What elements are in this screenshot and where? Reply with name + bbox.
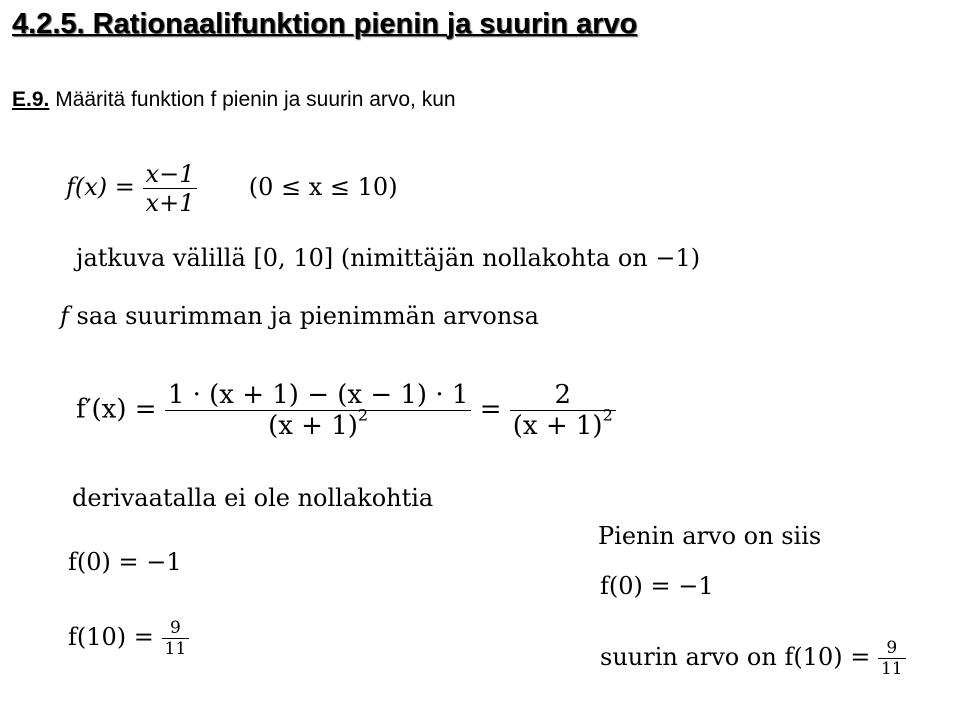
exercise-label: E.9. [12, 88, 50, 111]
derivative-lhs: f′(x) [76, 394, 127, 425]
derivative-equation [76, 380, 616, 441]
extreme-statement [60, 302, 539, 330]
derivative-denominator-2 [510, 405, 616, 441]
derivative-eq: = [134, 394, 157, 425]
no-zeros-text: derivaatalla ei ole nollakohtia [72, 484, 434, 512]
conclusion-max [600, 638, 906, 679]
function-denominator: x+1 [145, 189, 195, 217]
function-fraction [143, 160, 198, 217]
value-f10-fraction [162, 618, 190, 659]
extreme-text: saa suurimman ja pienimmän arvonsa [76, 302, 539, 330]
extreme-symbol: f [60, 302, 69, 330]
conclusion-max-text: suurin arvo on [600, 643, 777, 671]
value-f10-numerator: 9 [162, 618, 190, 639]
exercise-line [12, 88, 456, 112]
denominator-base: (x + 1) [512, 411, 603, 441]
derivative-numerator-1: 1 · (x + 1) − (x − 1) · 1 [165, 380, 472, 411]
conclusion-max-lhs: f(10) = [784, 643, 871, 671]
denominator-base: (x + 1) [268, 411, 358, 441]
conclusion-min: f(0) = −1 [600, 572, 714, 600]
derivative-fraction-1 [165, 380, 472, 441]
continuity-note: (nimittäjän nollakohta on −1) [340, 244, 701, 272]
continuity-text: jatkuva välillä [76, 244, 246, 272]
function-eq: = [114, 173, 135, 201]
page-title: 4.2.5. Rationaalifunktion pienin ja suurin arvo [12, 8, 638, 40]
conclusion-max-denominator: 11 [880, 659, 903, 679]
derivative-denominator-1 [165, 405, 472, 441]
value-f10-lhs: f(10) = [68, 623, 154, 651]
function-lhs: f(x) [66, 173, 108, 201]
derivative-eq-2: = [479, 394, 502, 425]
derivative-numerator-2: 2 [510, 380, 616, 411]
value-f10-denominator: 11 [164, 639, 187, 659]
conclusion-max-fraction [878, 638, 906, 679]
exercise-text: Määritä funktion f pienin ja suurin arvo, kun [55, 88, 456, 111]
value-f10 [68, 618, 189, 659]
conclusion-heading: Pienin arvo on siis [598, 522, 822, 550]
conclusion-max-numerator: 9 [878, 638, 906, 659]
continuity-line [76, 244, 700, 272]
function-domain: (0 ≤ x ≤ 10) [248, 173, 398, 201]
denominator-exponent: 2 [357, 405, 369, 425]
continuity-interval: [0, 10] [253, 244, 334, 272]
value-f0: f(0) = −1 [68, 548, 182, 576]
function-numerator: x−1 [143, 160, 198, 189]
derivative-fraction-2 [510, 380, 616, 441]
denominator-exponent: 2 [602, 405, 613, 425]
function-definition [66, 160, 398, 217]
